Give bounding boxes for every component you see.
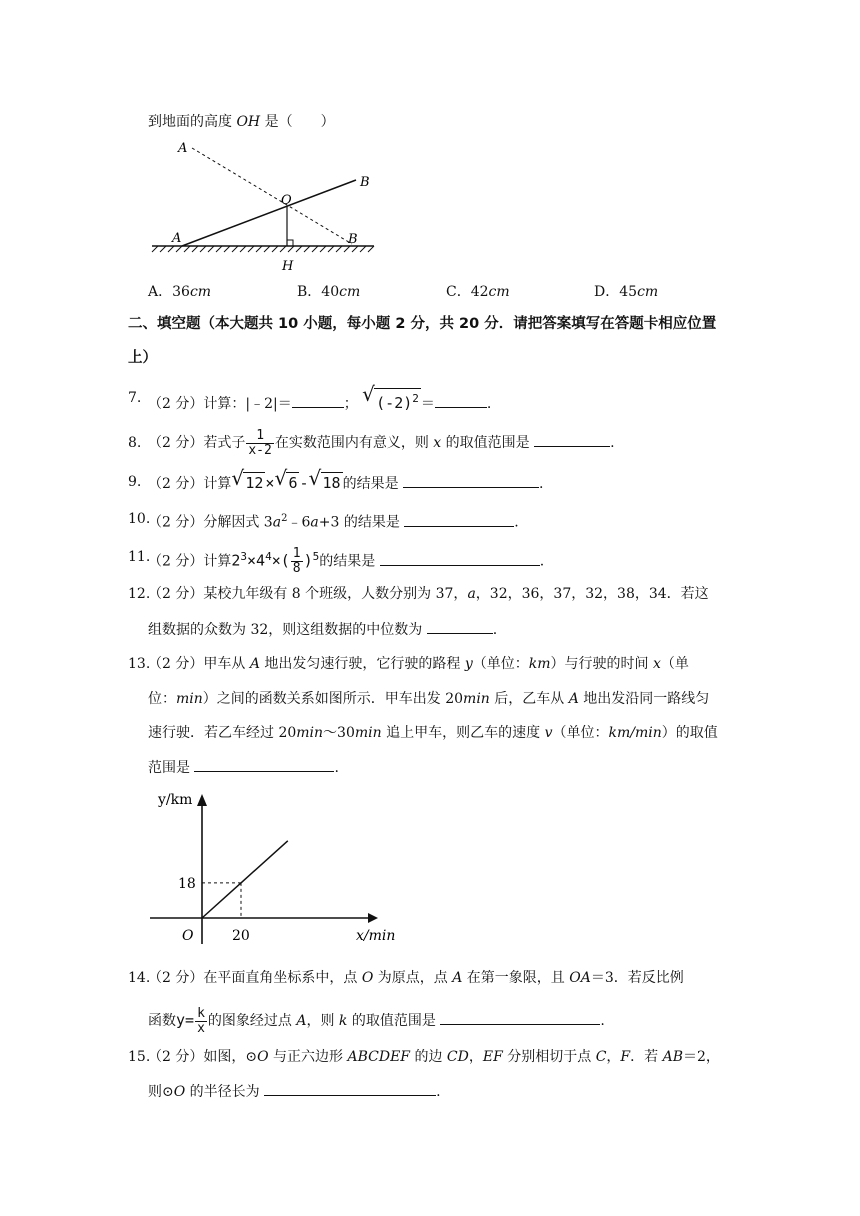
q10-number: 10. xyxy=(128,511,151,527)
q12-blank[interactable] xyxy=(427,619,493,634)
q15-number: 15. xyxy=(128,1049,151,1065)
q10-text: （2 分）分解因式 $3a^2﹣6a+3$ 的结果是 . xyxy=(148,513,519,531)
q9-blank[interactable] xyxy=(403,473,539,488)
graph-y-arrow xyxy=(197,794,207,806)
q6-option-b[interactable]: B．40cm xyxy=(297,284,361,300)
q14-text-line1: （2 分）在平面直角坐标系中，点 O 为原点，点 A 在第一象限，且 OA＝3．若反比例 xyxy=(148,970,684,986)
q11-blank[interactable] xyxy=(380,551,540,566)
q8-number: 8. xyxy=(128,435,142,451)
q11-text: （2 分）计算$2^3\times 4^4\times$( $\frac{1}{8}$ )$^5$的结果是 . xyxy=(148,546,545,577)
fig-label-b-right: B xyxy=(360,175,370,190)
q13-text-line2: 位：min）之间的函数关系如图所示．甲车出发 20min 后，乙车从 A 地出发沿同一路线匀 xyxy=(148,691,710,707)
section-2-header-cont: 上） xyxy=(128,350,157,366)
q13-graph xyxy=(146,784,398,956)
q8-text: （2 分）若式子 $\frac{1}{x-2}$ 在实数范围内有意义，则 x 的取值范围是 . xyxy=(148,427,615,458)
q8-blank[interactable] xyxy=(534,432,610,447)
q12-text-line2: 组数据的众数为 32，则这组数据的中位数为 . xyxy=(148,619,497,640)
q13-blank[interactable] xyxy=(194,757,334,772)
q7-blank-2[interactable] xyxy=(435,393,487,408)
q12-text-line1: （2 分）某校九年级有 8 个班级，人数分别为 37，a，32，36，37，32，38，34．若这 xyxy=(148,586,709,602)
q7-number: 7. xyxy=(128,390,142,406)
fig-label-a-bottom: A xyxy=(172,231,182,246)
q13-text-line4: 范围是 . xyxy=(148,757,339,778)
q15-blank[interactable] xyxy=(264,1081,436,1096)
q12-number: 12. xyxy=(128,586,151,602)
q6-option-a[interactable]: A．36cm xyxy=(148,284,212,300)
q15-text-line2: 则⊙O 的半径长为 . xyxy=(148,1081,441,1102)
fig-label-b-bottom: B xyxy=(348,232,358,247)
q6-option-c[interactable]: C．42cm xyxy=(446,284,510,300)
graph-x-arrow xyxy=(368,913,378,923)
fig-label-a-top: A xyxy=(178,141,188,156)
fig-label-o: O xyxy=(281,193,292,208)
q7-text: （2 分）计算：|﹣2|＝ ； √ $(-2)^2$ ＝ . xyxy=(148,382,492,412)
section-2-header: 二、填空题（本大题共 10 小题，每小题 2 分，共 20 分．请把答案填写在答题卡相应位置 xyxy=(128,316,717,332)
q13-number: 13. xyxy=(128,656,151,672)
graph-y-tick-18: 18 xyxy=(178,875,196,892)
q6-figure xyxy=(146,134,378,276)
q11-number: 11. xyxy=(128,549,151,565)
q6-intro: 到地面的高度 OH 是（ ） xyxy=(148,114,335,130)
graph-x-tick-20: 20 xyxy=(232,928,250,944)
fig-label-h: H xyxy=(282,259,294,274)
q7-blank-1[interactable] xyxy=(292,393,344,408)
q14-blank[interactable] xyxy=(440,1010,600,1025)
q10-blank[interactable] xyxy=(404,512,514,527)
q14-number: 14. xyxy=(128,970,151,986)
q15-text-line1: （2 分）如图，⊙O 与正六边形 ABCDEF 的边 CD，EF 分别相切于点 C，F．若 AB＝2， xyxy=(148,1049,720,1065)
q9-number: 9. xyxy=(128,474,142,490)
q9-text: （2 分）计算 √ 12 × √ 6 - √ 18 的结果是 . xyxy=(148,466,544,492)
graph-y-label: y/km xyxy=(158,792,193,808)
q6-option-d[interactable]: D．45cm xyxy=(594,284,659,300)
graph-origin-label: O xyxy=(182,928,194,944)
q13-text-line1: （2 分）甲车从 A 地出发匀速行驶，它行驶的路程 y（单位：km）与行驶的时间 x（单 xyxy=(148,656,689,672)
q14-text-line2: 函数y= $\frac{k}{x}$ 的图象经过点 A，则 k 的取值范围是 . xyxy=(148,1005,605,1036)
graph-series-line xyxy=(202,841,288,918)
graph-x-label: x/min xyxy=(356,928,396,944)
q13-text-line3: 速行驶．若乙车经过 20min～30min 追上甲车，则乙车的速度 v（单位：km/min）的取值 xyxy=(148,725,718,741)
